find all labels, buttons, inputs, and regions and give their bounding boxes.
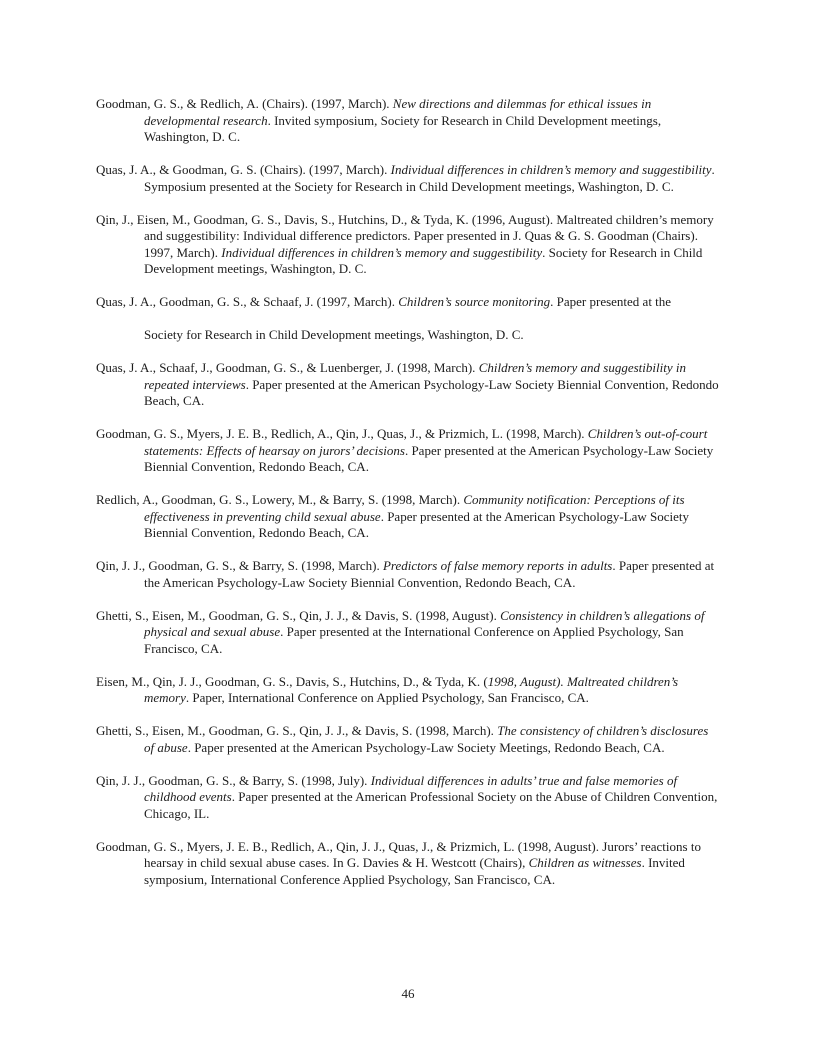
reference-text: . Paper presented at the American Psychology-Law Society Biennial Convention, Redondo Beach, CA. [144, 376, 719, 408]
reference-text: Qin, J., Eisen, M., Goodman, G. S., Davis, S., Hutchins, D., & Tyda, K. (1996, August). Maltreated children’s memory and suggestibility: Individual difference predictors. Paper presented in J. Quas & G. S. Goodman (Chairs). 1997, March). [96, 211, 714, 260]
reference-text: Quas, J. A., & Goodman, G. S. (Chairs). (1997, March). [96, 162, 391, 177]
reference-text: Society for Research in Child Development meetings, Washington, D. C. [144, 327, 524, 342]
reference-text: Goodman, G. S., & Redlich, A. (Chairs). (1997, March). [96, 96, 393, 111]
reference-entry [96, 839, 720, 889]
reference-entry [96, 723, 720, 756]
reference-title-italic: The consistency of children’s disclosures of abuse [144, 723, 709, 755]
reference-entry [96, 558, 720, 591]
reference-text: . Paper, International Conference on Applied Psychology, San Francisco, CA. [185, 690, 589, 705]
reference-text: . Paper presented at the American Psychology-Law Society Meetings, Redondo Beach, CA. [187, 739, 665, 755]
reference-entry [96, 773, 720, 823]
reference-text: . Paper presented at the American Psychology-Law Society Biennial Convention, Redondo Beach, CA. [144, 442, 714, 474]
reference-entry [96, 360, 720, 410]
page-number: 46 [401, 986, 415, 1001]
reference-text: . Invited symposium, International Conference Applied Psychology, San Francisco, CA. [144, 855, 685, 887]
reference-entry [96, 294, 720, 311]
reference-text: . Symposium presented at the Society for Research in Child Development meetings, Washington, D. C. [144, 162, 715, 194]
reference-text: Qin, J. J., Goodman, G. S., & Barry, S. (1998, March). [96, 558, 383, 573]
reference-title-italic: Children’s out-of-court statements: Effects of hearsay on jurors’ decisions [144, 426, 708, 458]
reference-title-italic: Individual differences in adults’ true and false memories of childhood events [144, 772, 678, 804]
reference-list [96, 96, 720, 905]
reference-title-italic: Predictors of false memory reports in adults [382, 558, 613, 573]
reference-title-italic: Individual differences in children’s memory and suggestibility [390, 162, 712, 177]
reference-entry [96, 212, 720, 278]
reference-text: . Society for Research in Child Development meetings, Washington, D. C. [144, 244, 703, 276]
reference-text: . Paper presented at the American Psychology-Law Society Biennial Convention, Redondo Beach, CA. [144, 558, 715, 590]
reference-text: . Invited symposium, Society for Research in Child Development meetings, Washington, D. C. [144, 112, 662, 144]
reference-entry [96, 674, 720, 707]
reference-title-italic: Consistency in children’s allegations of physical and sexual abuse [144, 607, 705, 639]
reference-text: Eisen, M., Qin, J. J., Goodman, G. S., Davis, S., Hutchins, D., & Tyda, K. ( [96, 673, 488, 689]
reference-text: Goodman, G. S., Myers, J. E. B., Redlich, A., Qin, J. J., Quas, J., & Prizmich, L. (1998, August). Jurors’ reactions to hearsay in child sexual abuse cases. In G. Davies & H. Westcott (Chairs), [96, 838, 701, 870]
reference-title-italic: Children’s source monitoring [398, 294, 551, 309]
reference-text: Goodman, G. S., Myers, J. E. B., Redlich, A., Qin, J., Quas, J., & Prizmich, L. (1998, March). [96, 426, 588, 441]
reference-entry [96, 162, 720, 195]
reference-text: . Paper presented at the International Conference on Applied Psychology, San Francisco, CA. [144, 624, 684, 656]
reference-text: Redlich, A., Goodman, G. S., Lowery, M., & Barry, S. (1998, March). [96, 492, 464, 507]
reference-title-italic: Children as witnesses [528, 855, 642, 870]
reference-text: . Paper presented at the American Professional Society on the Abuse of Children Convention, Chicago, IL. [144, 789, 718, 821]
reference-text: Quas, J. A., Schaaf, J., Goodman, G. S., & Luenberger, J. (1998, March). [96, 360, 479, 375]
reference-entry [96, 608, 720, 658]
reference-text: Ghetti, S., Eisen, M., Goodman, G. S., Qin, J. J., & Davis, S. (1998, March). [96, 723, 498, 738]
reference-title-italic: Community notification: Perceptions of its effectiveness in preventing child sexual abuse [144, 492, 685, 524]
reference-title-italic: New directions and dilemmas for ethical issues in developmental research [144, 96, 652, 128]
reference-text: Ghetti, S., Eisen, M., Goodman, G. S., Qin, J. J., & Davis, S. (1998, August). [96, 607, 501, 623]
reference-title-italic: Individual differences in children’s memory and suggestibility [221, 244, 543, 260]
reference-text: . Paper presented at the American Psychology-Law Society Biennial Convention, Redondo Beach, CA. [144, 508, 690, 540]
reference-title-italic: 1998, August). Maltreated children’s memory [144, 673, 679, 705]
reference-text: Qin, J. J., Goodman, G. S., & Barry, S. (1998, July). [96, 772, 371, 788]
reference-continuation [96, 327, 720, 344]
reference-title-italic: Children’s memory and suggestibility in repeated interviews [144, 360, 686, 392]
reference-text: Quas, J. A., Goodman, G. S., & Schaaf, J. (1997, March). [96, 294, 399, 309]
reference-text: . Paper presented at the [550, 294, 672, 309]
reference-entry [96, 492, 720, 542]
reference-entry [96, 426, 720, 476]
reference-entry [96, 96, 720, 146]
